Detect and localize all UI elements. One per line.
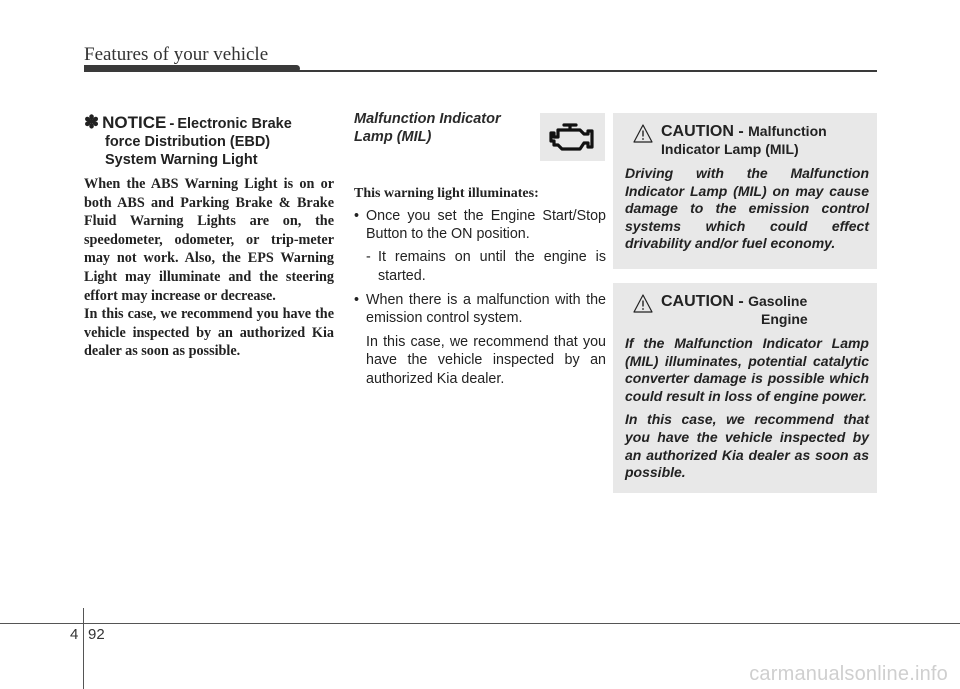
caution-dash: -: [738, 293, 744, 310]
engine-check-svg: [540, 113, 605, 161]
footer-rule: [0, 623, 960, 624]
mil-sub-1: It remains on until the engine is started.: [378, 249, 606, 284]
list-item: [354, 291, 606, 327]
caution-dash: -: [738, 123, 744, 140]
mil-title-line-2: Lamp (MIL): [354, 129, 432, 145]
watermark: carmanualsonline.info: [749, 663, 948, 685]
notice-body-para-1: When the ABS Warning Light is on or both ABS and Parking Brake & Brake Fluid Warning Lights are on, the speedometer, odometer, or trip-meter may not work. Also, the EPS Warning Light may illuminate and the steering effort may increase or decrease.: [84, 176, 334, 304]
engine-check-icon: [540, 113, 605, 161]
section-number: 4: [70, 626, 79, 643]
notice-body-para-2: In this case, we recommend you have the vehicle inspected by an authorized Kia dealer as soon as possible.: [84, 306, 334, 360]
header-rule-thin: [84, 70, 877, 72]
mil-bullet-1: Once you set the Engine Start/Stop Button to the ON position.: [366, 208, 606, 243]
caution-heading: [625, 123, 869, 157]
dash-marker: -: [366, 249, 371, 266]
caution-body-text: Driving with the Malfunction Indicator Lamp (MIL) on may cause damage to the emission control systems which could effect drivability and/or fuel economy.: [625, 165, 869, 252]
page-number: 92: [88, 626, 105, 643]
caution-body: [625, 335, 869, 482]
footer-divider: [83, 608, 84, 689]
notice-subtitle-1: Electronic Brake: [177, 116, 292, 132]
caution-body: [625, 165, 869, 253]
caution-subtitle-1: Gasoline: [748, 293, 808, 309]
notice-dash: -: [169, 115, 175, 132]
notice-heading: [84, 112, 334, 169]
caution-box-mil: [613, 113, 877, 269]
caution-label: CAUTION: [661, 123, 734, 140]
notice-subtitle-2: force Distribution (EBD): [105, 134, 271, 150]
caution-subtitle-1: Malfunction: [748, 123, 827, 139]
notice-section: [84, 112, 334, 361]
bullet-icon: •: [354, 291, 360, 308]
caution-body-para-2: In this case, we recommend that you have the vehicle inspected by an authorized Kia dealer as soon as possible.: [625, 411, 869, 481]
caution-subtitle-2: Engine: [761, 311, 808, 327]
mil-paragraph: In this case, we recommend that you have the vehicle inspected by an authorized Kia dealer.: [366, 334, 606, 387]
notice-star-icon: ✽: [84, 112, 100, 132]
bullet-icon: •: [354, 208, 360, 224]
mil-intro: This warning light illuminates:: [354, 186, 539, 201]
page-header-title: Features of your vehicle: [84, 44, 269, 65]
mil-bullet-2: When there is a malfunction with the emission control system.: [366, 291, 606, 327]
caution-heading: [625, 293, 869, 327]
notice-body: [84, 175, 334, 361]
caution-label: CAUTION: [661, 293, 734, 310]
warning-triangle-icon: [633, 294, 653, 313]
caution-box-gasoline: [613, 283, 877, 493]
notice-subtitle-3: System Warning Light: [105, 152, 258, 168]
mil-list: [354, 207, 606, 388]
caution-subtitle-2: Indicator Lamp (MIL): [661, 141, 799, 157]
warning-triangle-icon: [633, 124, 653, 143]
list-item: [354, 207, 606, 243]
mil-title-line-1: Malfunction Indicator: [354, 111, 501, 127]
notice-label: NOTICE: [102, 113, 167, 132]
list-sub-item: [354, 248, 606, 284]
caution-body-para-1: If the Malfunction Indicator Lamp (MIL) illuminates, potential catalytic converter damage is possible which could result in loss of engine power.: [625, 335, 869, 404]
